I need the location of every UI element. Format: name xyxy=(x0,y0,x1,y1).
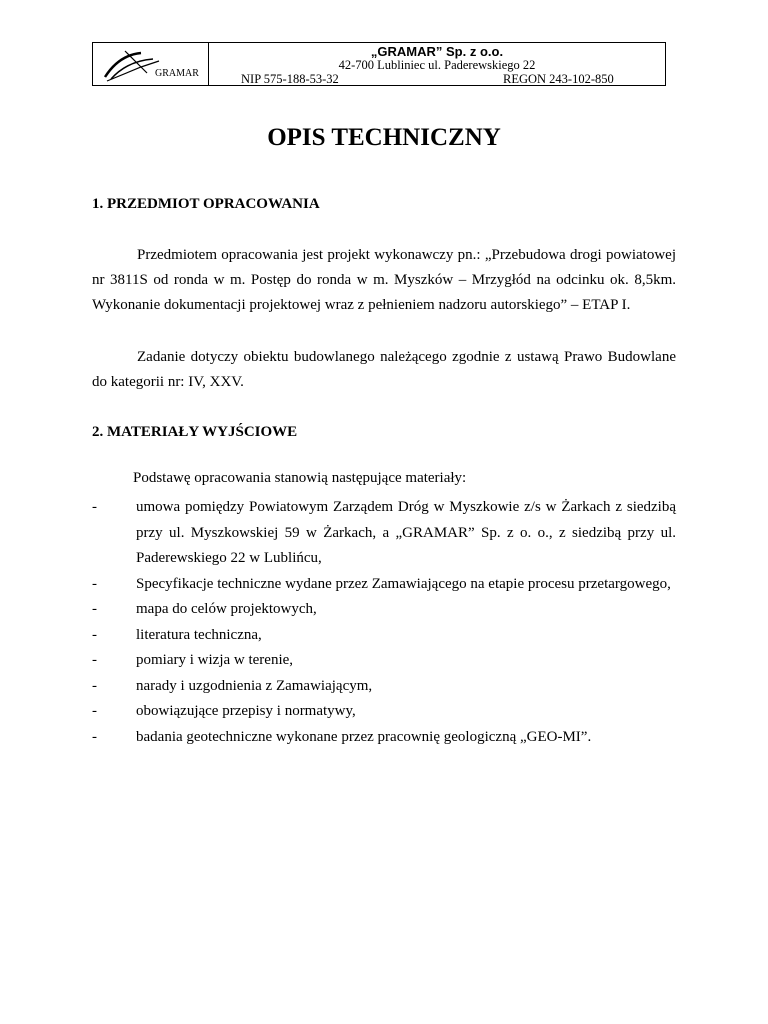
list-item: - literatura techniczna, xyxy=(92,626,262,643)
list-item: - narady i uzgodnienia z Zamawiającym, xyxy=(92,677,373,694)
document-header xyxy=(92,42,666,86)
list-item: - badania geotechniczne wykonane przez pracownię geologiczną „GEO-MI”. xyxy=(92,728,592,745)
section-1-paragraph-2: Zadanie dotyczy obiektu budowlanego należącego zgodnie z ustawą Prawo Budowlane do kategorii nr: IV, XXV. xyxy=(92,349,676,390)
section-1-paragraph-1: Przedmiotem opracowania jest projekt wykonawczy pn.: „Przebudowa drogi powiatowej nr 3811S od ronda w m. Postęp do ronda w m. Myszków – Mrzygłód na odcinku ok. 8,5km. Wykonanie dokumentacji projektowej wraz z pełnieniem nadzoru autorskiego” – ETAP I. xyxy=(92,247,676,313)
company-nip: NIP 575-188-53-32 xyxy=(241,72,339,86)
company-regon: REGON 243-102-850 xyxy=(503,72,614,86)
list-item: - umowa pomiędzy Powiatowym Zarządem Dróg w Myszkowie z/s w Żarkach z siedzibą przy ul. Myszkowskiej 59 w Żarkach, a „GRAMAR” Sp. z o. o., z siedzibą przy ul. Paderewskiego 22 w Lublińcu, xyxy=(92,499,676,566)
section-2-heading: 2. MATERIAŁY WYJŚCIOWE xyxy=(92,424,298,440)
list-item: - obowiązujące przepisy i normatywy, xyxy=(92,703,356,719)
materials-intro: Podstawę opracowania stanowią następujące materiały: xyxy=(133,470,467,486)
logo-label: GRAMAR xyxy=(155,68,199,79)
list-item: - mapa do celów projektowych, xyxy=(92,601,317,617)
section-1-heading: 1. PRZEDMIOT OPRACOWANIA xyxy=(92,196,320,212)
document-title: OPIS TECHNICZNY xyxy=(267,124,501,151)
gramar-logo-icon xyxy=(101,47,161,85)
materials-list xyxy=(92,495,676,750)
list-item: - Specyfikacje techniczne wydane przez Zamawiającego na etapie procesu przetargowego, xyxy=(92,575,671,592)
company-logo xyxy=(93,43,209,85)
company-name: „GRAMAR” Sp. z o.o. xyxy=(370,44,504,59)
company-info xyxy=(209,43,665,85)
list-item: - pomiary i wizja w terenie, xyxy=(92,652,294,668)
company-address: 42-700 Lubliniec ul. Paderewskiego 22 xyxy=(338,58,536,72)
